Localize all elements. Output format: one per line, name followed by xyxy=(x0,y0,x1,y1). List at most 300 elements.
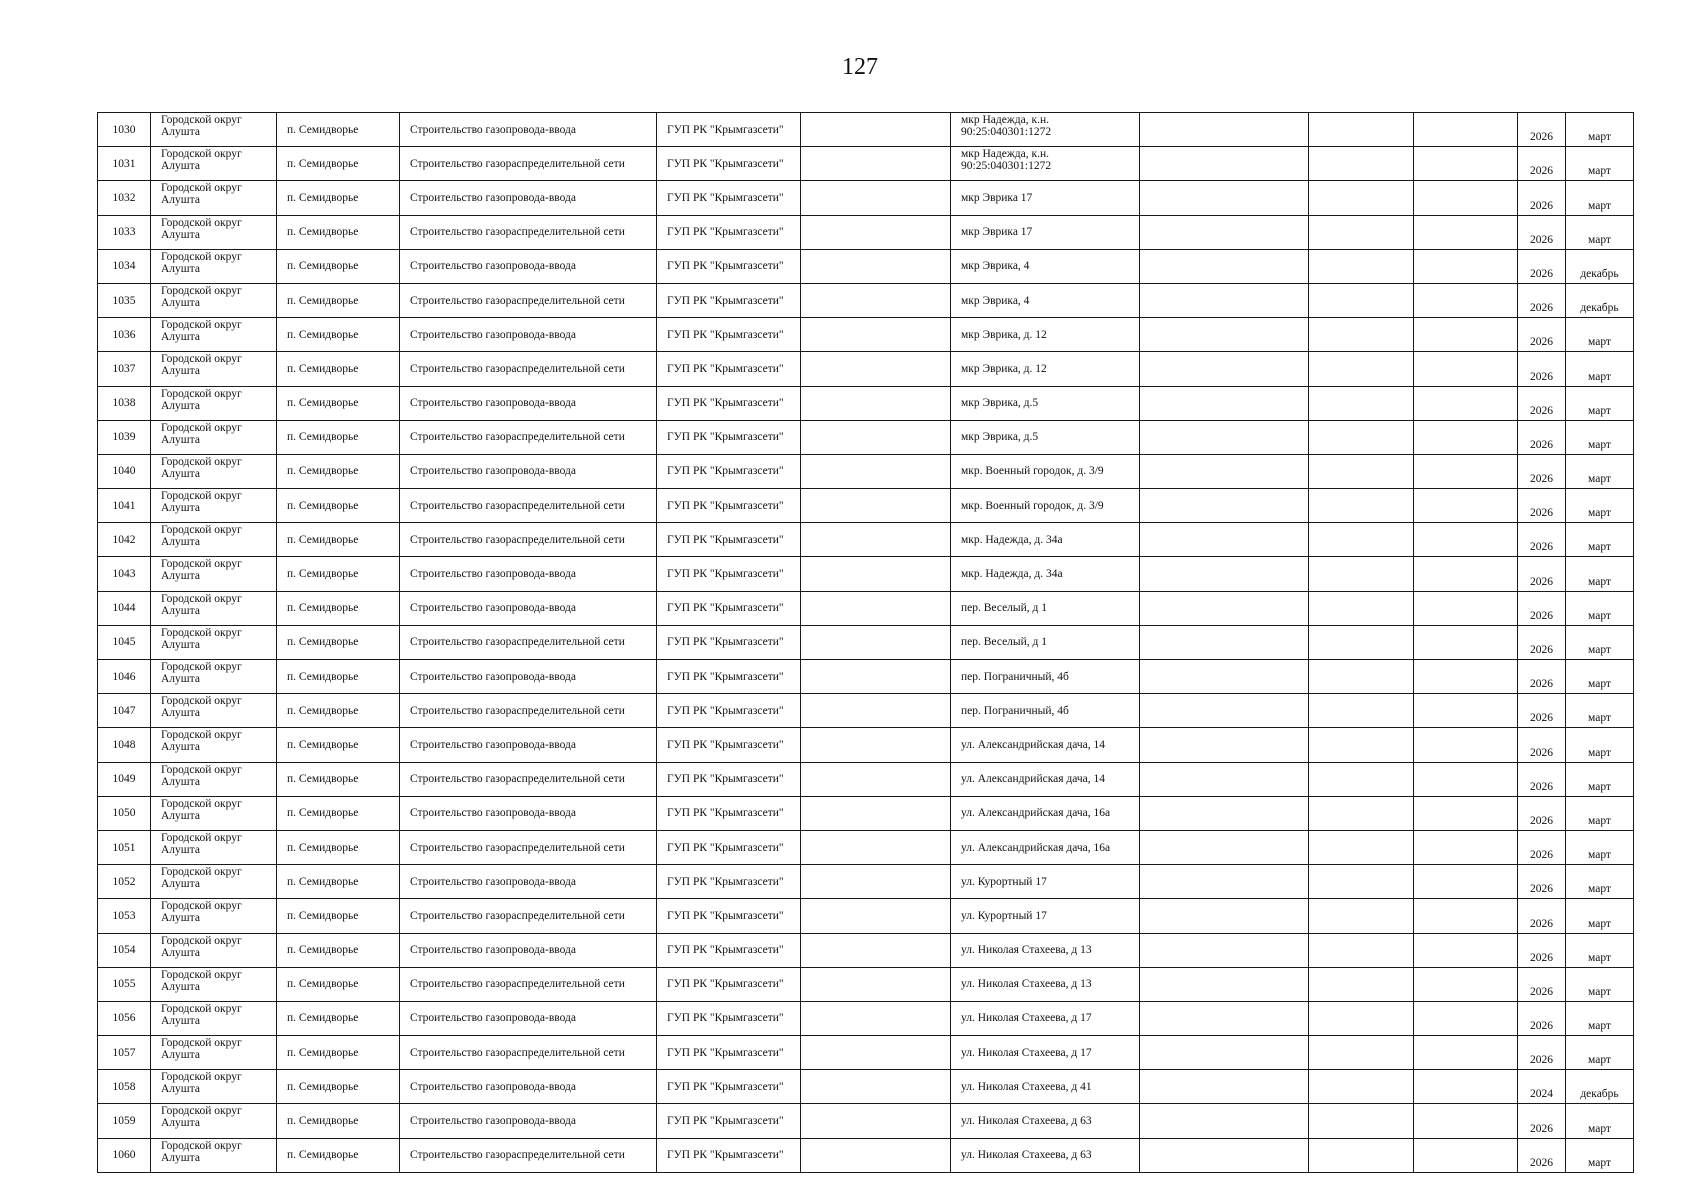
year-cell: 2026 xyxy=(1518,557,1566,591)
year-cell: 2026 xyxy=(1518,352,1566,386)
year-cell: 2026 xyxy=(1518,1138,1566,1172)
year-cell: 2026 xyxy=(1518,420,1566,454)
table-row xyxy=(98,933,1634,967)
village-cell: п. Семидворье xyxy=(277,420,400,454)
empty-cell xyxy=(1414,591,1518,625)
village-cell: п. Семидворье xyxy=(277,728,400,762)
empty-cell xyxy=(1140,557,1309,591)
row-number: 1049 xyxy=(98,762,151,796)
month-cell: март xyxy=(1566,1001,1634,1035)
empty-cell xyxy=(801,1070,951,1104)
month-cell: март xyxy=(1566,694,1634,728)
empty-cell xyxy=(1140,591,1309,625)
empty-cell xyxy=(1309,796,1414,830)
empty-cell xyxy=(1140,523,1309,557)
year-cell: 2026 xyxy=(1518,967,1566,1001)
address-cell: пер. Пограничный, 4б xyxy=(951,660,1140,694)
address-cell: ул. Александрийская дача, 16а xyxy=(951,830,1140,864)
empty-cell xyxy=(1414,660,1518,694)
address-cell: мкр. Надежда, д. 34а xyxy=(951,523,1140,557)
month-cell: декабрь xyxy=(1566,1070,1634,1104)
month-cell: март xyxy=(1566,352,1634,386)
empty-cell xyxy=(1140,420,1309,454)
organization-cell: ГУП РК "Крымгазсети" xyxy=(657,283,801,317)
empty-cell xyxy=(1140,113,1309,147)
row-number: 1051 xyxy=(98,830,151,864)
village-cell: п. Семидворье xyxy=(277,1036,400,1070)
address-cell: ул. Курортный 17 xyxy=(951,865,1140,899)
organization-cell: ГУП РК "Крымгазсети" xyxy=(657,386,801,420)
empty-cell xyxy=(1140,933,1309,967)
work-type-cell: Строительство газопровода-ввода xyxy=(400,1070,657,1104)
year-cell: 2026 xyxy=(1518,1036,1566,1070)
address-cell: мкр Эврика, 4 xyxy=(951,283,1140,317)
empty-cell xyxy=(1414,1036,1518,1070)
year-cell: 2026 xyxy=(1518,1104,1566,1138)
month-cell: март xyxy=(1566,865,1634,899)
empty-cell xyxy=(801,865,951,899)
organization-cell: ГУП РК "Крымгазсети" xyxy=(657,1138,801,1172)
empty-cell xyxy=(1140,215,1309,249)
organization-cell: ГУП РК "Крымгазсети" xyxy=(657,796,801,830)
row-number: 1039 xyxy=(98,420,151,454)
table-row xyxy=(98,830,1634,864)
table-row xyxy=(98,147,1634,181)
empty-cell xyxy=(801,113,951,147)
row-number: 1059 xyxy=(98,1104,151,1138)
work-type-cell: Строительство газораспределительной сети xyxy=(400,352,657,386)
work-type-cell: Строительство газораспределительной сети xyxy=(400,523,657,557)
empty-cell xyxy=(1414,933,1518,967)
work-type-cell: Строительство газопровода-ввода xyxy=(400,249,657,283)
address-cell: ул. Александрийская дача, 14 xyxy=(951,728,1140,762)
empty-cell xyxy=(801,728,951,762)
empty-cell xyxy=(1140,318,1309,352)
empty-cell xyxy=(801,283,951,317)
empty-cell xyxy=(1414,283,1518,317)
district-cell: Городской округ Алушта xyxy=(151,625,277,659)
address-cell: ул. Николая Стахеева, д 13 xyxy=(951,933,1140,967)
district-cell: Городской округ Алушта xyxy=(151,113,277,147)
empty-cell xyxy=(1414,796,1518,830)
empty-cell xyxy=(1414,1001,1518,1035)
empty-cell xyxy=(1140,1070,1309,1104)
empty-cell xyxy=(1309,1138,1414,1172)
table-row xyxy=(98,283,1634,317)
address-cell: ул. Николая Стахеева, д 17 xyxy=(951,1001,1140,1035)
month-cell: март xyxy=(1566,1104,1634,1138)
month-cell: март xyxy=(1566,1138,1634,1172)
table-row xyxy=(98,489,1634,523)
row-number: 1044 xyxy=(98,591,151,625)
district-cell: Городской округ Алушта xyxy=(151,454,277,488)
year-cell: 2026 xyxy=(1518,899,1566,933)
month-cell: март xyxy=(1566,420,1634,454)
address-cell: ул. Александрийская дача, 16а xyxy=(951,796,1140,830)
empty-cell xyxy=(1140,1104,1309,1138)
empty-cell xyxy=(1140,865,1309,899)
empty-cell xyxy=(1309,728,1414,762)
organization-cell: ГУП РК "Крымгазсети" xyxy=(657,523,801,557)
village-cell: п. Семидворье xyxy=(277,591,400,625)
empty-cell xyxy=(1309,113,1414,147)
district-cell: Городской округ Алушта xyxy=(151,660,277,694)
month-cell: март xyxy=(1566,591,1634,625)
work-type-cell: Строительство газораспределительной сети xyxy=(400,694,657,728)
district-cell: Городской округ Алушта xyxy=(151,762,277,796)
village-cell: п. Семидворье xyxy=(277,489,400,523)
work-type-cell: Строительство газораспределительной сети xyxy=(400,283,657,317)
year-cell: 2026 xyxy=(1518,454,1566,488)
month-cell: март xyxy=(1566,557,1634,591)
month-cell: март xyxy=(1566,967,1634,1001)
empty-cell xyxy=(801,1036,951,1070)
organization-cell: ГУП РК "Крымгазсети" xyxy=(657,830,801,864)
organization-cell: ГУП РК "Крымгазсети" xyxy=(657,1001,801,1035)
empty-cell xyxy=(801,557,951,591)
organization-cell: ГУП РК "Крымгазсети" xyxy=(657,865,801,899)
table-row xyxy=(98,523,1634,557)
row-number: 1040 xyxy=(98,454,151,488)
month-cell: март xyxy=(1566,830,1634,864)
row-number: 1034 xyxy=(98,249,151,283)
village-cell: п. Семидворье xyxy=(277,523,400,557)
empty-cell xyxy=(1414,865,1518,899)
month-cell: март xyxy=(1566,933,1634,967)
empty-cell xyxy=(801,625,951,659)
empty-cell xyxy=(801,454,951,488)
district-cell: Городской округ Алушта xyxy=(151,1001,277,1035)
village-cell: п. Семидворье xyxy=(277,967,400,1001)
empty-cell xyxy=(1414,967,1518,1001)
address-cell: ул. Николая Стахеева, д 63 xyxy=(951,1138,1140,1172)
work-type-cell: Строительство газораспределительной сети xyxy=(400,625,657,659)
empty-cell xyxy=(1140,352,1309,386)
address-cell: ул. Николая Стахеева, д 17 xyxy=(951,1036,1140,1070)
row-number: 1030 xyxy=(98,113,151,147)
empty-cell xyxy=(1140,762,1309,796)
district-cell: Городской округ Алушта xyxy=(151,420,277,454)
work-type-cell: Строительство газораспределительной сети xyxy=(400,967,657,1001)
district-cell: Городской округ Алушта xyxy=(151,591,277,625)
empty-cell xyxy=(1414,1138,1518,1172)
work-type-cell: Строительство газопровода-ввода xyxy=(400,728,657,762)
address-cell: мкр Эврика, д.5 xyxy=(951,420,1140,454)
work-type-cell: Строительство газораспределительной сети xyxy=(400,899,657,933)
table-row xyxy=(98,249,1634,283)
work-type-cell: Строительство газопровода-ввода xyxy=(400,865,657,899)
empty-cell xyxy=(1414,830,1518,864)
row-number: 1033 xyxy=(98,215,151,249)
organization-cell: ГУП РК "Крымгазсети" xyxy=(657,113,801,147)
address-cell: пер. Пограничный, 4б xyxy=(951,694,1140,728)
empty-cell xyxy=(1414,557,1518,591)
row-number: 1057 xyxy=(98,1036,151,1070)
address-cell: пер. Веселый, д 1 xyxy=(951,625,1140,659)
district-cell: Городской округ Алушта xyxy=(151,1036,277,1070)
organization-cell: ГУП РК "Крымгазсети" xyxy=(657,625,801,659)
empty-cell xyxy=(1140,728,1309,762)
address-cell: мкр Надежда, к.н. 90:25:040301:1272 xyxy=(951,113,1140,147)
village-cell: п. Семидворье xyxy=(277,181,400,215)
district-cell: Городской округ Алушта xyxy=(151,899,277,933)
district-cell: Городской округ Алушта xyxy=(151,830,277,864)
empty-cell xyxy=(1309,352,1414,386)
address-cell: ул. Николая Стахеева, д 63 xyxy=(951,1104,1140,1138)
organization-cell: ГУП РК "Крымгазсети" xyxy=(657,420,801,454)
district-cell: Городской округ Алушта xyxy=(151,694,277,728)
organization-cell: ГУП РК "Крымгазсети" xyxy=(657,215,801,249)
empty-cell xyxy=(1414,215,1518,249)
row-number: 1048 xyxy=(98,728,151,762)
district-cell: Городской округ Алушта xyxy=(151,352,277,386)
village-cell: п. Семидворье xyxy=(277,1070,400,1104)
month-cell: март xyxy=(1566,215,1634,249)
work-type-cell: Строительство газопровода-ввода xyxy=(400,113,657,147)
village-cell: п. Семидворье xyxy=(277,318,400,352)
organization-cell: ГУП РК "Крымгазсети" xyxy=(657,933,801,967)
year-cell: 2026 xyxy=(1518,625,1566,659)
table-row xyxy=(98,865,1634,899)
district-cell: Городской округ Алушта xyxy=(151,283,277,317)
year-cell: 2026 xyxy=(1518,591,1566,625)
table-row xyxy=(98,1138,1634,1172)
table-row xyxy=(98,1104,1634,1138)
empty-cell xyxy=(1140,1138,1309,1172)
table-body xyxy=(98,113,1634,1173)
address-cell: мкр Надежда, к.н. 90:25:040301:1272 xyxy=(951,147,1140,181)
month-cell: декабрь xyxy=(1566,249,1634,283)
month-cell: март xyxy=(1566,728,1634,762)
work-type-cell: Строительство газораспределительной сети xyxy=(400,420,657,454)
work-type-cell: Строительство газопровода-ввода xyxy=(400,557,657,591)
empty-cell xyxy=(1309,386,1414,420)
village-cell: п. Семидворье xyxy=(277,352,400,386)
empty-cell xyxy=(801,933,951,967)
empty-cell xyxy=(801,489,951,523)
empty-cell xyxy=(801,181,951,215)
row-number: 1050 xyxy=(98,796,151,830)
year-cell: 2026 xyxy=(1518,215,1566,249)
empty-cell xyxy=(801,1138,951,1172)
work-type-cell: Строительство газопровода-ввода xyxy=(400,454,657,488)
village-cell: п. Семидворье xyxy=(277,454,400,488)
year-cell: 2026 xyxy=(1518,865,1566,899)
organization-cell: ГУП РК "Крымгазсети" xyxy=(657,1104,801,1138)
organization-cell: ГУП РК "Крымгазсети" xyxy=(657,660,801,694)
empty-cell xyxy=(1140,625,1309,659)
row-number: 1055 xyxy=(98,967,151,1001)
row-number: 1054 xyxy=(98,933,151,967)
row-number: 1037 xyxy=(98,352,151,386)
table-row xyxy=(98,215,1634,249)
address-cell: ул. Курортный 17 xyxy=(951,899,1140,933)
address-cell: ул. Николая Стахеева, д 13 xyxy=(951,967,1140,1001)
empty-cell xyxy=(1414,523,1518,557)
table-row xyxy=(98,352,1634,386)
year-cell: 2026 xyxy=(1518,147,1566,181)
table-row xyxy=(98,1036,1634,1070)
organization-cell: ГУП РК "Крымгазсети" xyxy=(657,181,801,215)
organization-cell: ГУП РК "Крымгазсети" xyxy=(657,728,801,762)
organization-cell: ГУП РК "Крымгазсети" xyxy=(657,967,801,1001)
table-row xyxy=(98,386,1634,420)
year-cell: 2026 xyxy=(1518,728,1566,762)
empty-cell xyxy=(1309,830,1414,864)
year-cell: 2026 xyxy=(1518,283,1566,317)
year-cell: 2026 xyxy=(1518,933,1566,967)
empty-cell xyxy=(801,830,951,864)
empty-cell xyxy=(801,1104,951,1138)
empty-cell xyxy=(1309,318,1414,352)
table-row xyxy=(98,454,1634,488)
address-cell: мкр Эврика, 4 xyxy=(951,249,1140,283)
empty-cell xyxy=(1309,454,1414,488)
organization-cell: ГУП РК "Крымгазсети" xyxy=(657,147,801,181)
empty-cell xyxy=(1309,660,1414,694)
gas-network-table xyxy=(97,112,1634,1173)
month-cell: март xyxy=(1566,1036,1634,1070)
village-cell: п. Семидворье xyxy=(277,865,400,899)
village-cell: п. Семидворье xyxy=(277,933,400,967)
empty-cell xyxy=(1309,249,1414,283)
empty-cell xyxy=(1414,489,1518,523)
district-cell: Городской округ Алушта xyxy=(151,1070,277,1104)
village-cell: п. Семидворье xyxy=(277,1001,400,1035)
empty-cell xyxy=(1414,1104,1518,1138)
empty-cell xyxy=(1309,557,1414,591)
village-cell: п. Семидворье xyxy=(277,830,400,864)
empty-cell xyxy=(1140,1001,1309,1035)
month-cell: март xyxy=(1566,113,1634,147)
empty-cell xyxy=(1140,283,1309,317)
month-cell: март xyxy=(1566,147,1634,181)
table-row xyxy=(98,1001,1634,1035)
empty-cell xyxy=(1140,181,1309,215)
month-cell: март xyxy=(1566,386,1634,420)
empty-cell xyxy=(801,386,951,420)
work-type-cell: Строительство газопровода-ввода xyxy=(400,318,657,352)
address-cell: мкр Эврика 17 xyxy=(951,215,1140,249)
row-number: 1045 xyxy=(98,625,151,659)
empty-cell xyxy=(1414,454,1518,488)
empty-cell xyxy=(1309,967,1414,1001)
district-cell: Городской округ Алушта xyxy=(151,489,277,523)
year-cell: 2024 xyxy=(1518,1070,1566,1104)
table-row xyxy=(98,318,1634,352)
year-cell: 2026 xyxy=(1518,386,1566,420)
year-cell: 2026 xyxy=(1518,181,1566,215)
district-cell: Городской округ Алушта xyxy=(151,933,277,967)
organization-cell: ГУП РК "Крымгазсети" xyxy=(657,249,801,283)
month-cell: март xyxy=(1566,625,1634,659)
row-number: 1032 xyxy=(98,181,151,215)
row-number: 1041 xyxy=(98,489,151,523)
empty-cell xyxy=(1309,1001,1414,1035)
work-type-cell: Строительство газопровода-ввода xyxy=(400,591,657,625)
row-number: 1031 xyxy=(98,147,151,181)
village-cell: п. Семидворье xyxy=(277,796,400,830)
row-number: 1056 xyxy=(98,1001,151,1035)
village-cell: п. Семидворье xyxy=(277,147,400,181)
table-row xyxy=(98,694,1634,728)
work-type-cell: Строительство газораспределительной сети xyxy=(400,147,657,181)
empty-cell xyxy=(1309,489,1414,523)
work-type-cell: Строительство газораспределительной сети xyxy=(400,1138,657,1172)
empty-cell xyxy=(801,967,951,1001)
organization-cell: ГУП РК "Крымгазсети" xyxy=(657,318,801,352)
empty-cell xyxy=(801,147,951,181)
empty-cell xyxy=(1140,796,1309,830)
empty-cell xyxy=(1414,694,1518,728)
organization-cell: ГУП РК "Крымгазсети" xyxy=(657,591,801,625)
month-cell: март xyxy=(1566,318,1634,352)
row-number: 1047 xyxy=(98,694,151,728)
work-type-cell: Строительство газораспределительной сети xyxy=(400,830,657,864)
year-cell: 2026 xyxy=(1518,318,1566,352)
address-cell: мкр Эврика, д.5 xyxy=(951,386,1140,420)
row-number: 1046 xyxy=(98,660,151,694)
organization-cell: ГУП РК "Крымгазсети" xyxy=(657,557,801,591)
address-cell: мкр Эврика, д. 12 xyxy=(951,318,1140,352)
district-cell: Городской округ Алушта xyxy=(151,967,277,1001)
month-cell: март xyxy=(1566,796,1634,830)
organization-cell: ГУП РК "Крымгазсети" xyxy=(657,694,801,728)
row-number: 1035 xyxy=(98,283,151,317)
month-cell: март xyxy=(1566,523,1634,557)
year-cell: 2026 xyxy=(1518,762,1566,796)
empty-cell xyxy=(1414,318,1518,352)
village-cell: п. Семидворье xyxy=(277,1138,400,1172)
village-cell: п. Семидворье xyxy=(277,386,400,420)
month-cell: март xyxy=(1566,489,1634,523)
year-cell: 2026 xyxy=(1518,1001,1566,1035)
village-cell: п. Семидворье xyxy=(277,249,400,283)
district-cell: Городской округ Алушта xyxy=(151,728,277,762)
district-cell: Городской округ Алушта xyxy=(151,796,277,830)
village-cell: п. Семидворье xyxy=(277,1104,400,1138)
address-cell: ул. Александрийская дача, 14 xyxy=(951,762,1140,796)
organization-cell: ГУП РК "Крымгазсети" xyxy=(657,762,801,796)
organization-cell: ГУП РК "Крымгазсети" xyxy=(657,1036,801,1070)
empty-cell xyxy=(1414,1070,1518,1104)
empty-cell xyxy=(1414,147,1518,181)
empty-cell xyxy=(1140,830,1309,864)
table-row xyxy=(98,557,1634,591)
row-number: 1036 xyxy=(98,318,151,352)
empty-cell xyxy=(1309,147,1414,181)
table-row xyxy=(98,796,1634,830)
row-number: 1053 xyxy=(98,899,151,933)
work-type-cell: Строительство газопровода-ввода xyxy=(400,1001,657,1035)
year-cell: 2026 xyxy=(1518,830,1566,864)
village-cell: п. Семидворье xyxy=(277,694,400,728)
empty-cell xyxy=(1309,625,1414,659)
table-row xyxy=(98,591,1634,625)
year-cell: 2026 xyxy=(1518,113,1566,147)
work-type-cell: Строительство газораспределительной сети xyxy=(400,215,657,249)
empty-cell xyxy=(801,523,951,557)
empty-cell xyxy=(1140,899,1309,933)
table-row xyxy=(98,728,1634,762)
empty-cell xyxy=(1414,728,1518,762)
empty-cell xyxy=(1309,181,1414,215)
empty-cell xyxy=(1140,967,1309,1001)
district-cell: Городской округ Алушта xyxy=(151,557,277,591)
district-cell: Городской округ Алушта xyxy=(151,147,277,181)
organization-cell: ГУП РК "Крымгазсети" xyxy=(657,454,801,488)
empty-cell xyxy=(801,215,951,249)
